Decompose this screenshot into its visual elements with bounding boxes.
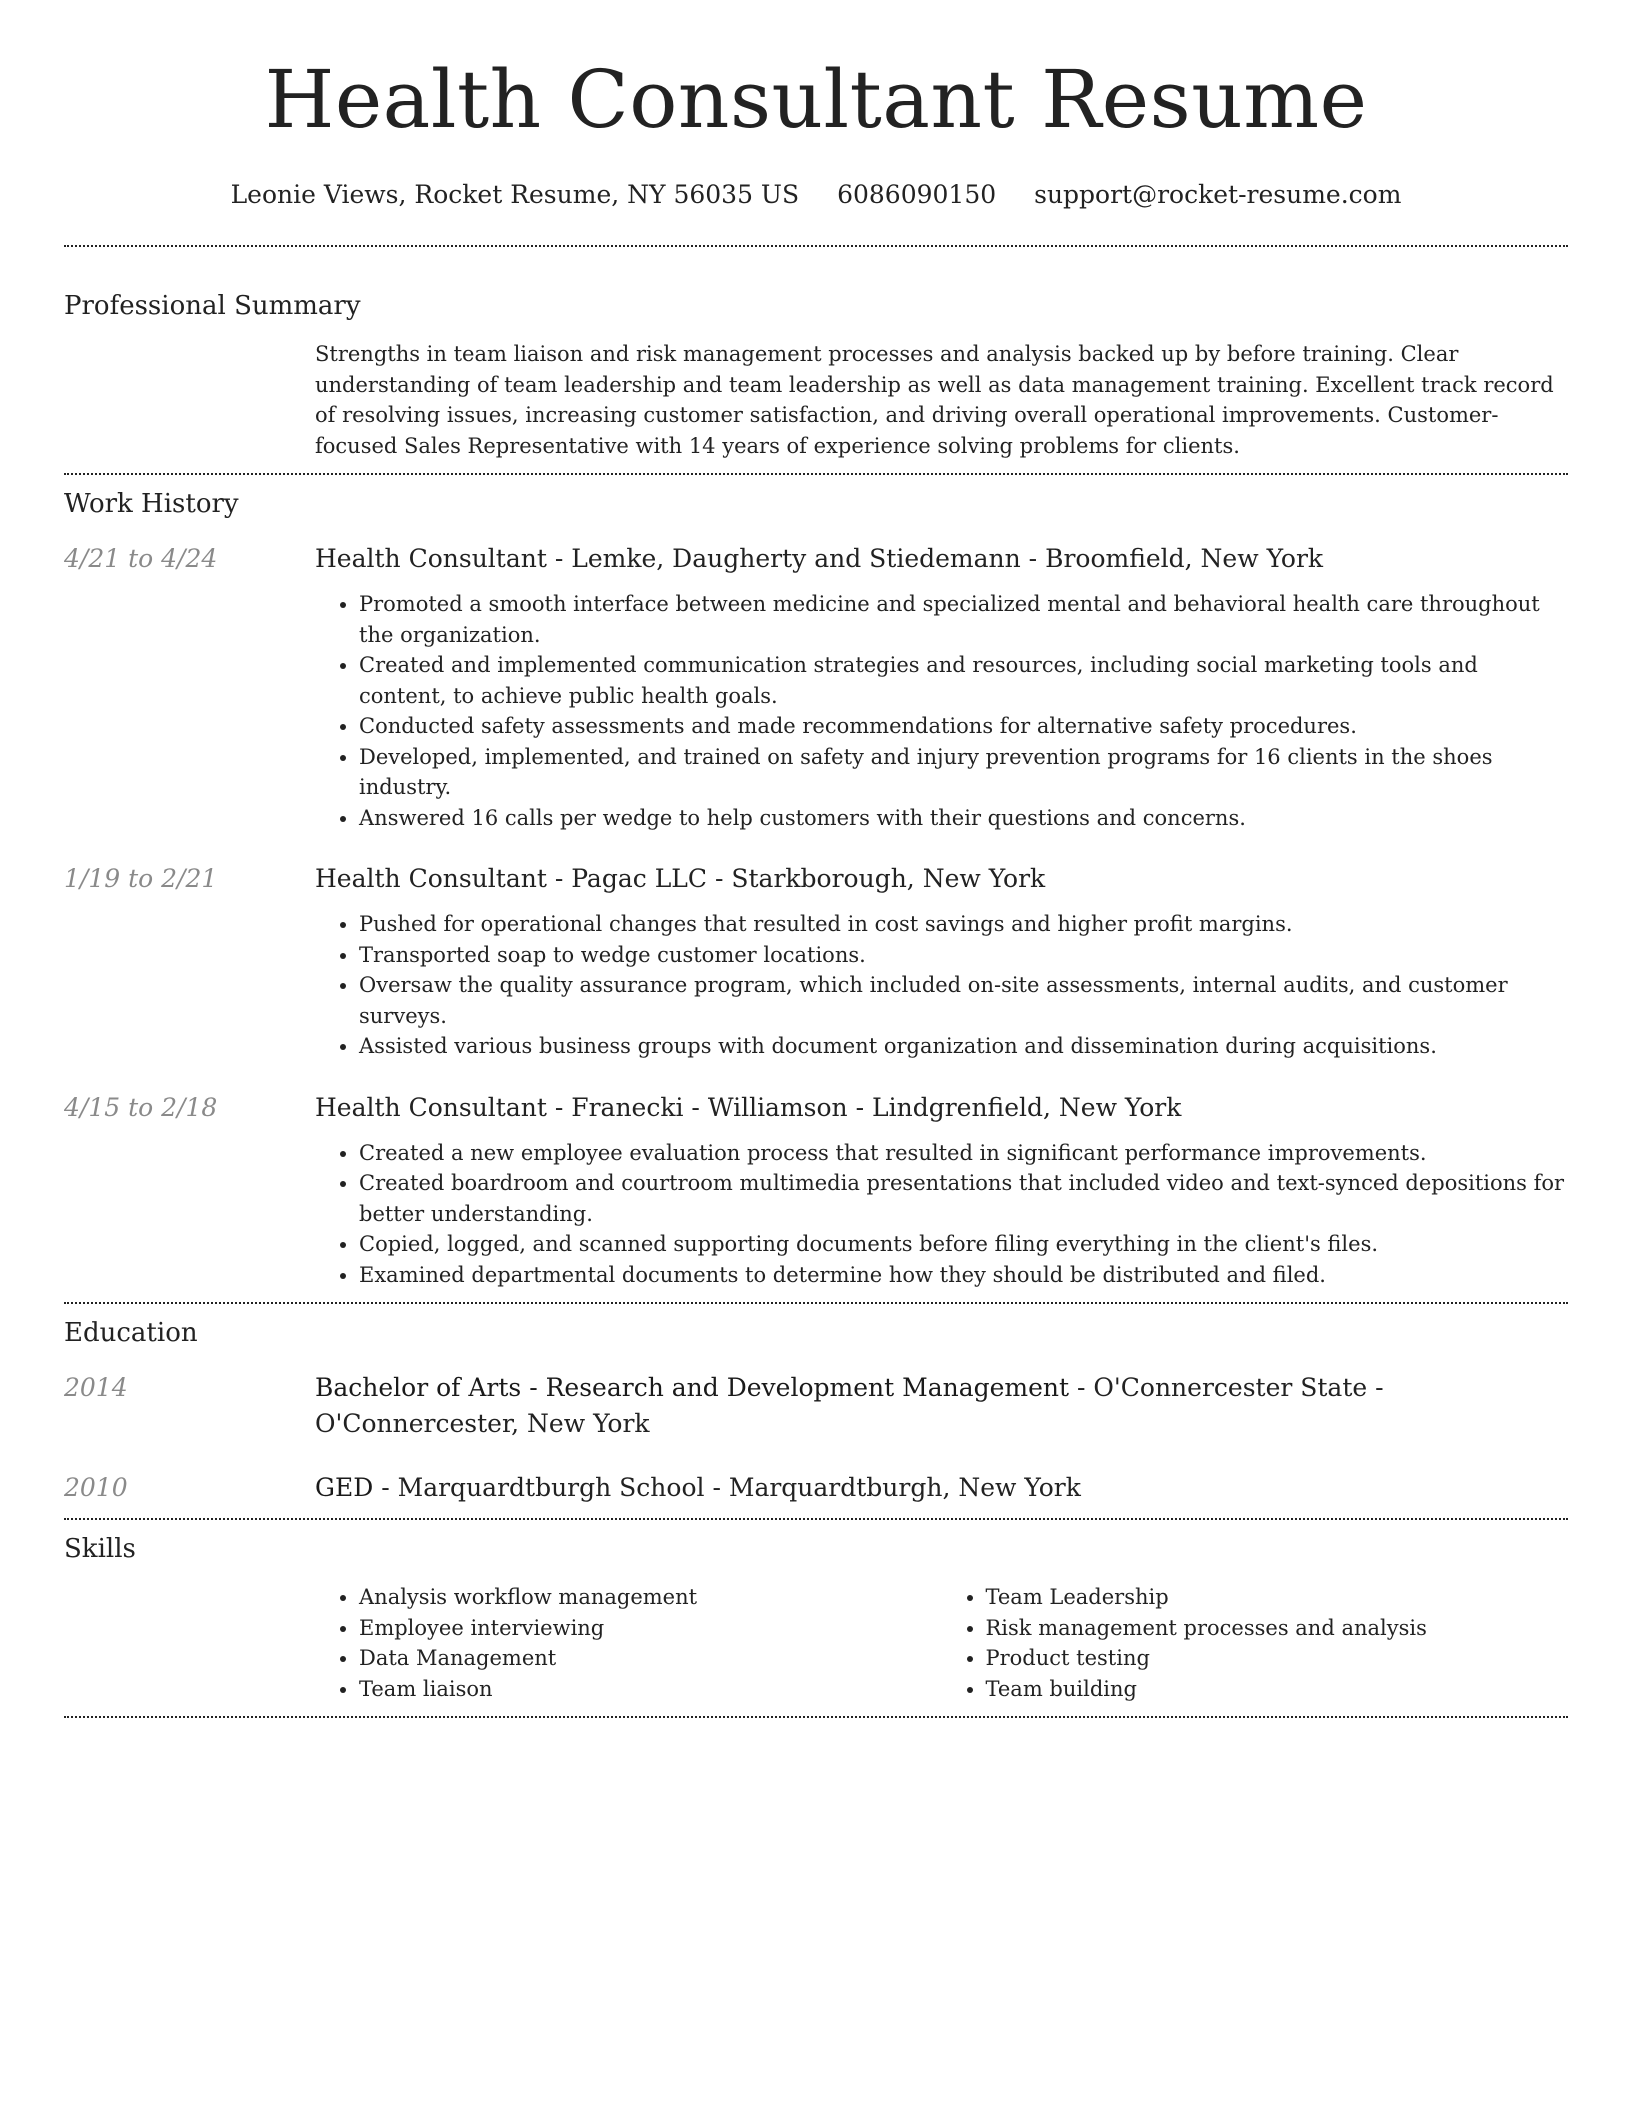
education-school: - Marquardtburgh School - Marquardtburgh, New York (373, 1473, 1081, 1502)
list-item: • Analysis workflow management (359, 1582, 942, 1613)
education-degree: GED (315, 1473, 374, 1502)
list-item: • Team liaison (359, 1674, 942, 1705)
skills-row (64, 1582, 1568, 1704)
education-year: 2010 (64, 1473, 128, 1502)
contact-email: support@rocket-resume.com (1034, 180, 1402, 209)
list-item: • Team building (986, 1674, 1569, 1705)
list-item: • Transported soap to wedge customer locations. (359, 940, 1568, 971)
education-school: - O'Connercester State - O'Connercester, New York (315, 1373, 1384, 1438)
education-heading: Education (64, 1318, 198, 1348)
job-entry (64, 861, 1568, 1062)
list-item: • Created boardroom and courtroom multimedia presentations that included video and text-synced depositions for better understanding. (359, 1168, 1568, 1229)
education-entry (64, 1370, 1568, 1442)
job-entry (64, 1090, 1568, 1291)
list-item: • Developed, implemented, and trained on safety and injury prevention programs for 16 clients in the shoes industry. (359, 742, 1568, 803)
education-title (315, 1370, 1568, 1442)
summary-body (315, 339, 1568, 461)
skills-grid (315, 1582, 1568, 1704)
education-year: 2014 (64, 1373, 128, 1402)
education-section (64, 1304, 1568, 1518)
education-body (315, 1370, 1568, 1442)
list-item: • Created and implemented communication strategies and resources, including social marketing tools and content, to achieve public health goals. (359, 650, 1568, 711)
divider (64, 1716, 1568, 1718)
list-item: • Promoted a smooth interface between medicine and specialized mental and behavioral health care throughout the organization. (359, 589, 1568, 650)
skills-section (64, 1520, 1568, 1716)
list-item: • Assisted various business groups with document organization and dissemination during acquisitions. (359, 1031, 1568, 1062)
list-item: • Answered 16 calls per wedge to help customers with their questions and concerns. (359, 803, 1568, 834)
education-title (315, 1470, 1568, 1506)
list-item: • Pushed for operational changes that resulted in cost savings and higher profit margins. (359, 909, 1568, 940)
education-entry (64, 1470, 1568, 1506)
list-item: • Created a new employee evaluation process that resulted in significant performance improvements. (359, 1138, 1568, 1169)
job-body (315, 861, 1568, 1062)
summary-text: Strengths in team liaison and risk management processes and analysis backed up by before training. Clear understanding of team leadership and team leadership as well as data management training. Excellent track record of resolving issues, increasing customer satisfaction, and driving overall operational improvements. Customer-focused Sales Representative with 14 years of experience solving problems for clients. (315, 342, 1554, 458)
contact-line (64, 178, 1568, 212)
education-body (315, 1470, 1568, 1506)
list-item: • Conducted safety assessments and made recommendations for alternative safety procedures. (359, 711, 1568, 742)
job-bullets (315, 1138, 1568, 1291)
work-history-section (64, 475, 1568, 1302)
contact-phone: 6086090150 (837, 180, 997, 209)
list-item: • Examined departmental documents to determine how they should be distributed and filed. (359, 1260, 1568, 1291)
job-title: Health Consultant - Pagac LLC - Starkborough, New York (315, 864, 1046, 893)
job-title: Health Consultant - Lemke, Daugherty and Stiedemann - Broomfield, New York (315, 544, 1324, 573)
skills-heading: Skills (64, 1534, 136, 1564)
list-item: • Risk management processes and analysis (986, 1613, 1569, 1644)
contact-address: Leonie Views, Rocket Resume, NY 56035 US (230, 180, 800, 209)
job-dates: 4/15 to 2/18 (64, 1092, 218, 1122)
summary-heading: Professional Summary (64, 291, 361, 321)
resume-title: Health Consultant Resume (264, 53, 1368, 146)
job-title: Health Consultant - Franecki - Williamson - Lindgrenfield, New York (315, 1092, 1182, 1122)
education-degree: Bachelor of Arts - Research and Development Management (315, 1373, 1070, 1402)
job-dates: 4/21 to 4/24 (64, 544, 218, 573)
skills-spacer (64, 1582, 315, 1704)
job-entry (64, 541, 1568, 833)
summary-row (64, 339, 1568, 461)
job-dates: 1/19 to 2/21 (64, 864, 218, 893)
summary-spacer (64, 339, 315, 461)
skills-list-left (315, 1582, 942, 1704)
list-item: • Team Leadership (986, 1582, 1569, 1613)
job-bullets (315, 589, 1568, 833)
job-bullets (315, 909, 1568, 1062)
work-history-heading: Work History (64, 489, 239, 519)
list-item: • Oversaw the quality assurance program, which included on-site assessments, internal audits, and customer surveys. (359, 970, 1568, 1031)
list-item: • Copied, logged, and scanned supporting documents before filing everything in the client's files. (359, 1229, 1568, 1260)
list-item: • Data Management (359, 1643, 942, 1674)
list-item: • Employee interviewing (359, 1613, 942, 1644)
job-body (315, 541, 1568, 833)
summary-section (64, 247, 1568, 473)
job-body (315, 1090, 1568, 1291)
skills-list-right (942, 1582, 1569, 1704)
list-item: • Product testing (986, 1643, 1569, 1674)
